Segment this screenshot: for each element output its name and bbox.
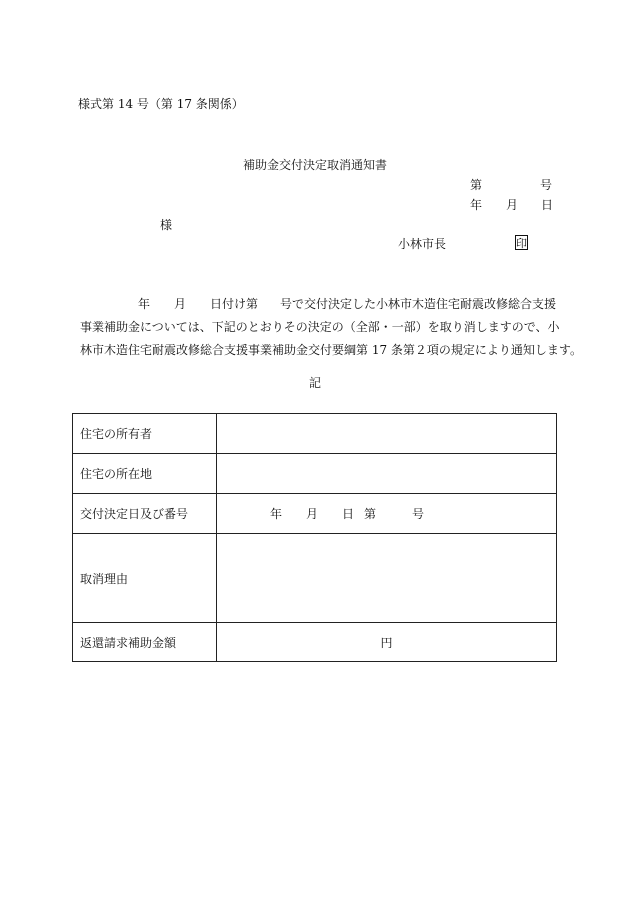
doc-number-prefix: 第 bbox=[470, 178, 483, 192]
reason-label: 取消理由 bbox=[73, 534, 217, 623]
body-line2: 事業補助金については、下記のとおりその決定の（全部・一部）を取り消しますので、小 bbox=[80, 320, 560, 334]
table-row bbox=[73, 534, 557, 623]
table-row bbox=[73, 454, 557, 494]
doc-number-suffix: 号 bbox=[540, 178, 553, 192]
record-table bbox=[72, 413, 557, 662]
owner-label: 住宅の所有者 bbox=[73, 414, 217, 454]
decision-value[interactable] bbox=[217, 494, 557, 534]
amount-unit: 円 bbox=[380, 635, 393, 650]
body-day-number: 日付け第 bbox=[210, 297, 259, 311]
table-row bbox=[73, 623, 557, 662]
ki-heading: 記 bbox=[308, 376, 321, 390]
body-line3: 林市木造住宅耐震改修総合支援事業補助金交付要綱第 17 条第２項の規定により通知します。 bbox=[80, 343, 582, 357]
address-value[interactable] bbox=[217, 454, 557, 494]
refund-value[interactable] bbox=[217, 623, 557, 662]
table-row bbox=[73, 414, 557, 454]
decision-year: 年 bbox=[270, 507, 283, 521]
decision-day: 日 bbox=[342, 507, 355, 521]
doc-date-month: 月 bbox=[506, 198, 519, 212]
document-title: 補助金交付決定取消通知書 bbox=[242, 158, 387, 172]
body-year: 年 bbox=[138, 297, 151, 311]
body-month: 月 bbox=[174, 297, 187, 311]
body-line1-rest: 号で交付決定した小林市木造住宅耐震改修総合支援 bbox=[280, 297, 557, 311]
address-label: 住宅の所在地 bbox=[73, 454, 217, 494]
doc-date-year: 年 bbox=[470, 198, 483, 212]
refund-label: 返還請求補助金額 bbox=[73, 623, 217, 662]
reason-value[interactable] bbox=[217, 534, 557, 623]
owner-value[interactable] bbox=[217, 414, 557, 454]
decision-month: 月 bbox=[306, 507, 319, 521]
decision-number-suffix: 号 bbox=[412, 507, 425, 521]
seal-mark: 印 bbox=[516, 237, 527, 250]
decision-number-prefix: 第 bbox=[364, 507, 377, 521]
doc-date-day: 日 bbox=[541, 198, 554, 212]
addressee-suffix: 様 bbox=[160, 218, 173, 232]
decision-label: 交付決定日及び番号 bbox=[73, 494, 217, 534]
issuer-name: 小林市長 bbox=[398, 237, 447, 251]
form-number: 様式第 14 号（第 17 条関係） bbox=[78, 97, 244, 111]
table-row bbox=[73, 494, 557, 534]
